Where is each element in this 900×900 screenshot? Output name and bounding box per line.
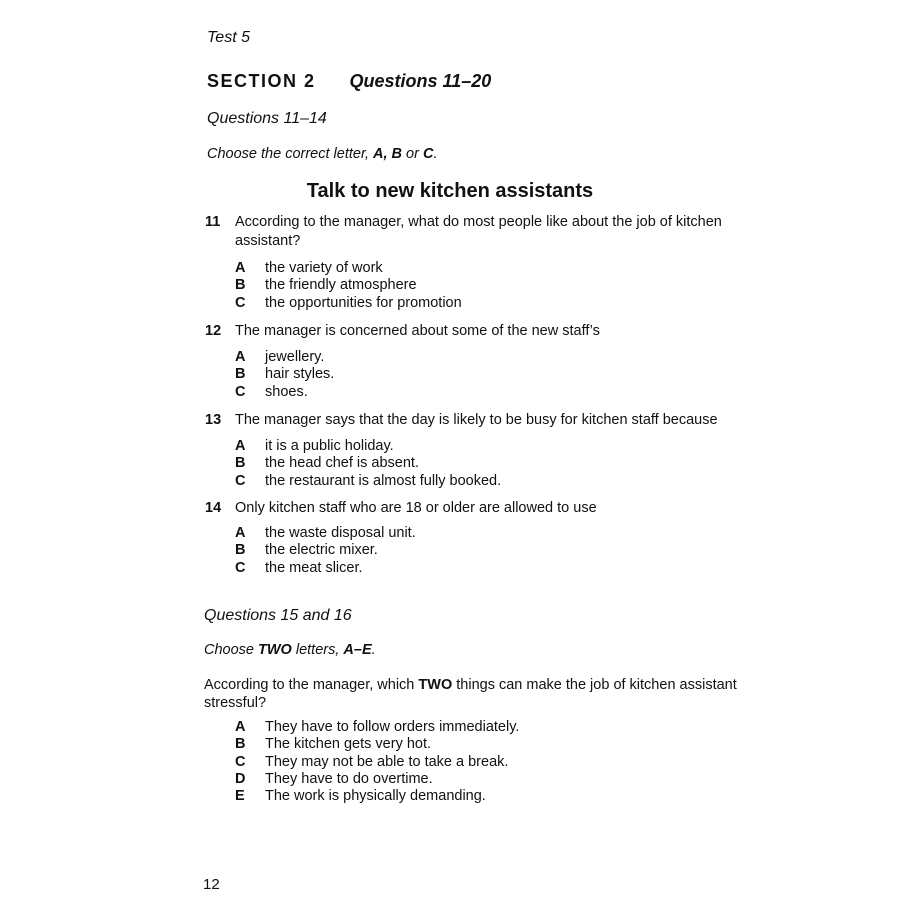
- questions-range: Questions 11–20: [349, 71, 492, 91]
- part1-instruction: Choose the correct letter, A, B or C.: [207, 146, 438, 162]
- part2-heading: Questions 15 and 16: [204, 607, 352, 624]
- test-label: Test 5: [207, 29, 250, 46]
- section-label: SECTION 2: [207, 71, 316, 91]
- question-text: Only kitchen staff who are 18 or older are allowed to use: [235, 500, 597, 516]
- question-number: 13: [205, 412, 222, 428]
- question-11: [205, 213, 735, 253]
- question-number: 12: [205, 323, 222, 339]
- section-title: Talk to new kitchen assistants: [306, 180, 594, 202]
- exam-page: Test 5 SECTION 2 Questions 11–20 Questions 11–14 Choose the correct letter, A, B or C. Talk to new kitchen assistants 11 According to the manager, what do most people like about the job of kitchen assistant? A the variety of work B the friendly atmosphere C the opportunities for promotion 12 The manager is concerned about some of the new staff’s A jewellery. B hair styles. C shoes. 13 The manager says that the day is likely to be busy for kitchen staff because A it is a public holiday. B the head chef is absent. C the restaurant is almost fully booked. 14 Only kitchen staff who are 18 or older are allowed to use A the waste disposal unit. B the electric mixer. C the meat slicer. Questions 15 and 16 Choose TWO letters, A–E. According to the manager, which TWO things can make the job of kitchen assistant stressful? A They have to follow orders immediately. B The kitchen gets very hot. C They may not be able to take a break. D They have to do overtime. E The work is physically demanding. 12: [0, 0, 900, 900]
- part2-instruction: Choose TWO letters, A–E.: [204, 642, 376, 658]
- question-15-16-stem: According to the manager, which TWO things can make the job of kitchen assistant stressful?: [204, 677, 737, 711]
- question-number: 14: [205, 500, 222, 516]
- page-number: 12: [203, 876, 220, 893]
- question-13: [205, 411, 735, 431]
- question-number: 11: [205, 214, 221, 230]
- question-text: The manager is concerned about some of the new staff’s: [235, 323, 600, 339]
- section-heading: [207, 71, 491, 92]
- question-12: [205, 322, 735, 342]
- question-text: The manager says that the day is likely to be busy for kitchen staff because: [235, 412, 718, 428]
- question-14: [205, 499, 735, 519]
- question-text: According to the manager, what do most people like about the job of kitchen assistant?: [235, 214, 722, 249]
- part1-heading: Questions 11–14: [207, 110, 327, 127]
